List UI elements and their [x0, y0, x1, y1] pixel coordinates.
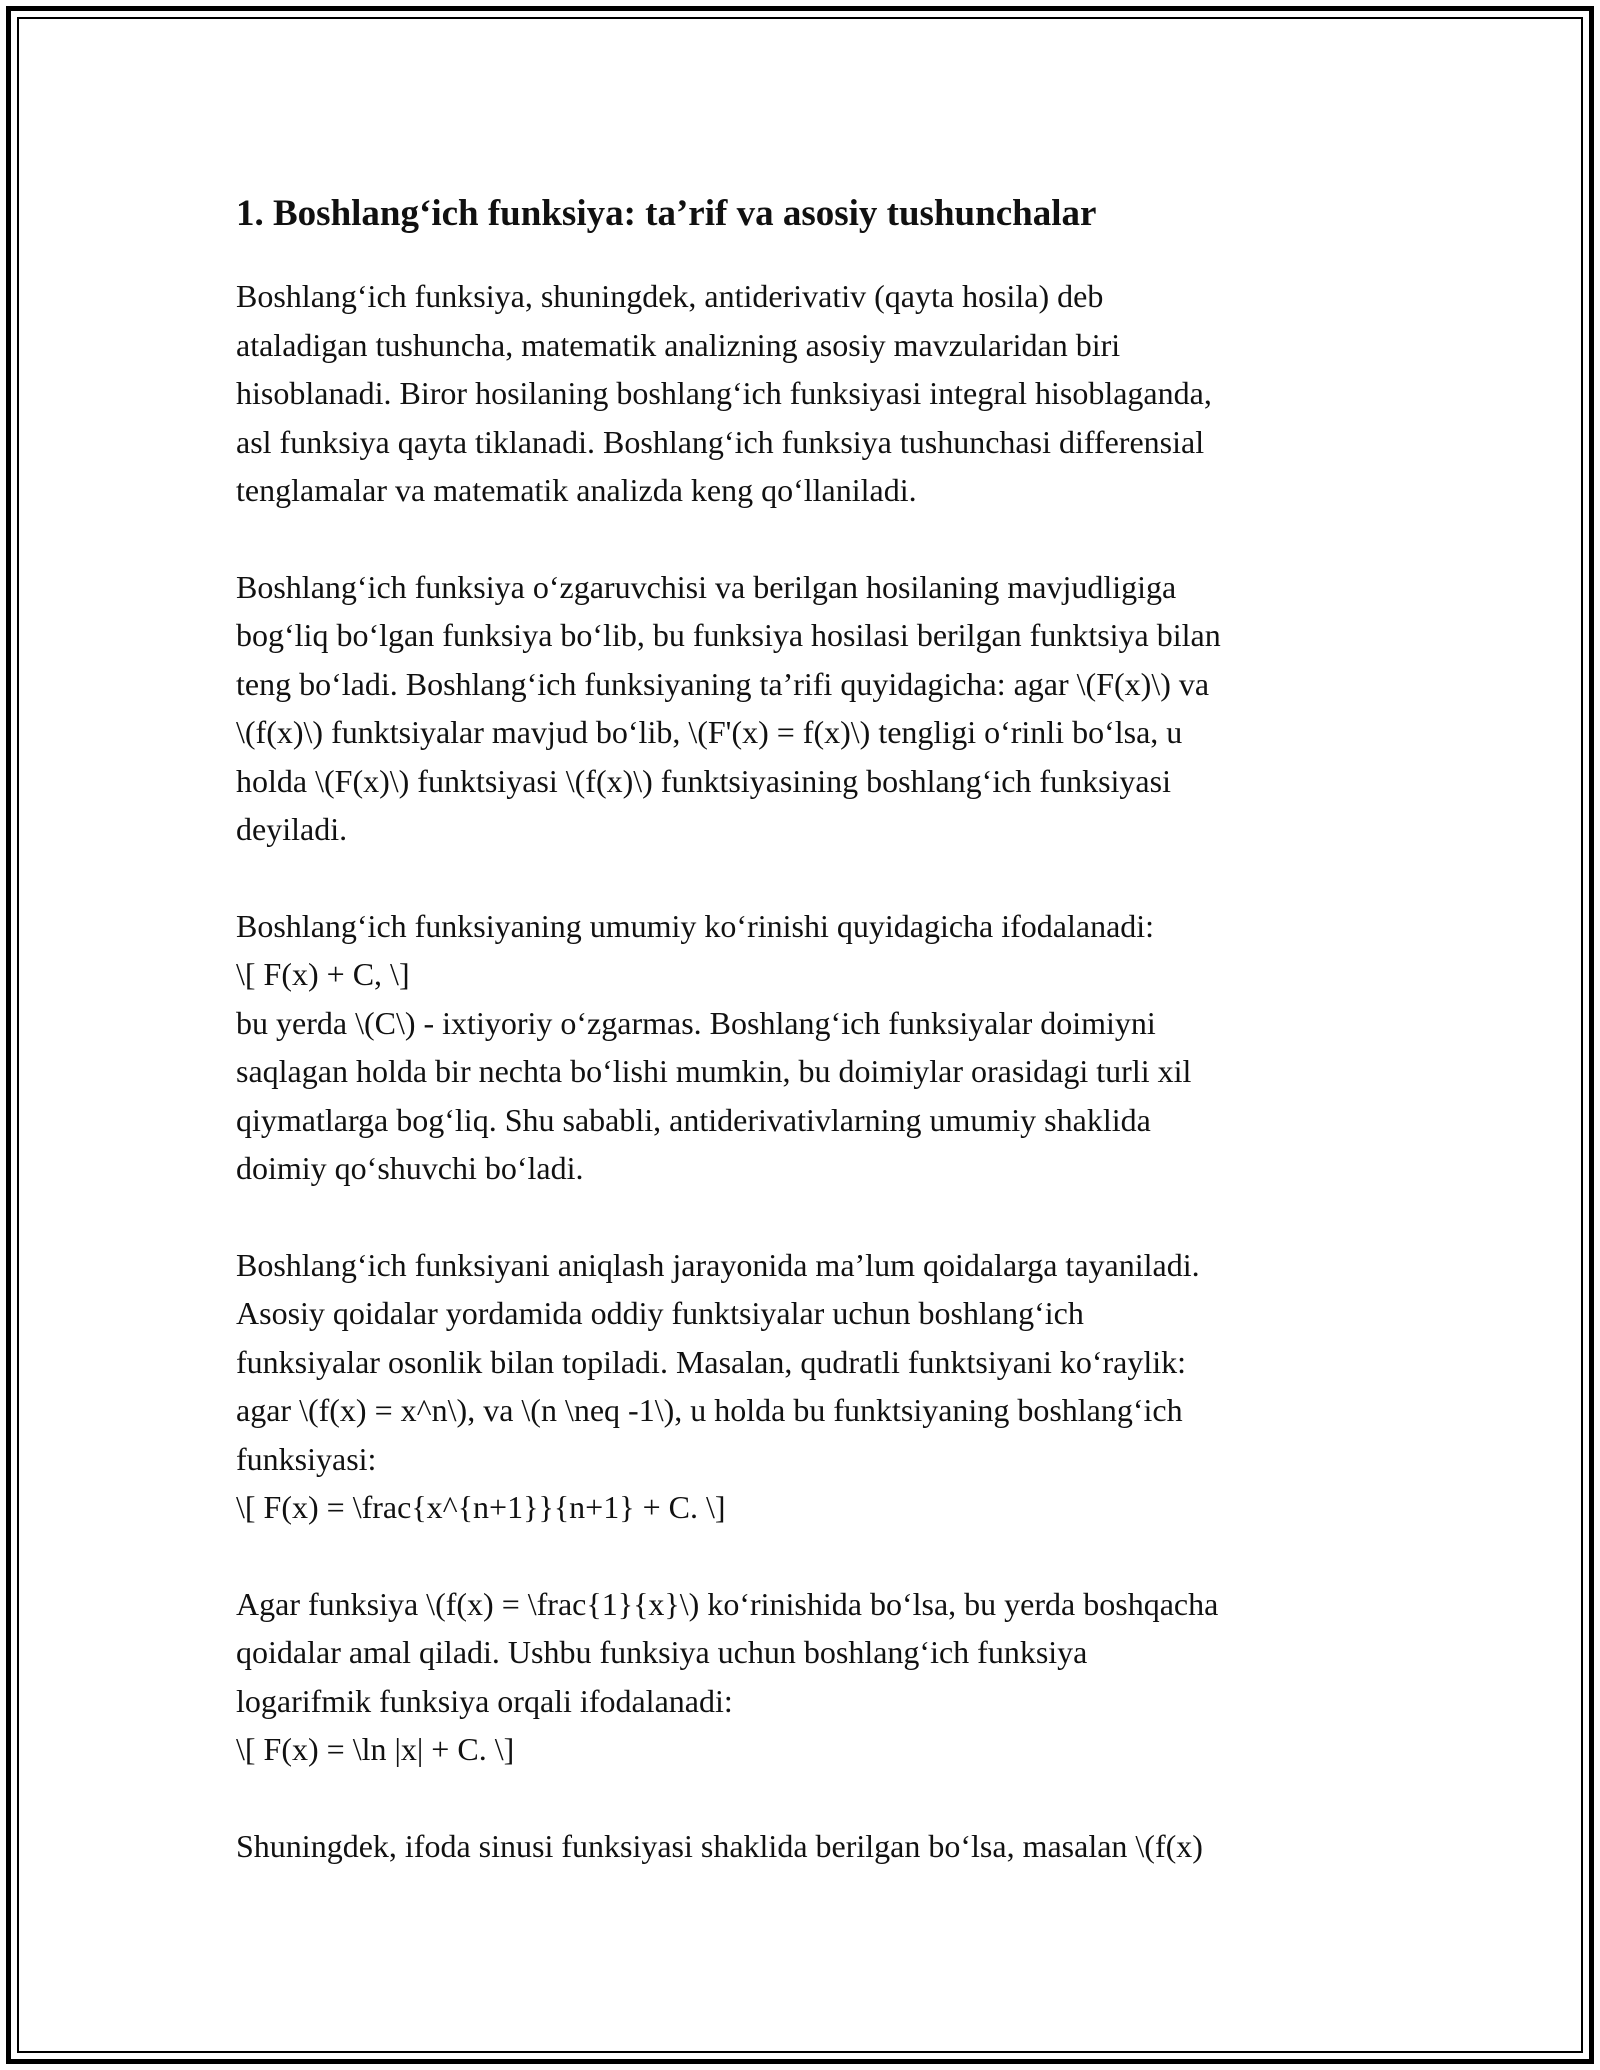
formula-line: \[ F(x) = \frac{x^{n+1}}{n+1} + C. \]: [236, 1489, 726, 1525]
text-line: funksiyalar osonlik bilan topiladi. Masalan, qudratli funktsiyani ko‘raylik:: [236, 1343, 1187, 1380]
text-line: doimiy qo‘shuvchi bo‘ladi.: [236, 1150, 584, 1186]
formula-line: \[ F(x) = \ln |x| + C. \]: [236, 1731, 515, 1767]
paragraph-general-form: [236, 902, 1376, 1193]
text-line: saqlagan holda bir nechta bo‘lishi mumkin, bu doimiylar orasidagi turli xil: [236, 1053, 1192, 1089]
text-line: Shuningdek, ifoda sinusi funksiyasi shaklida berilgan bo‘lsa, masalan \(f(x): [236, 1827, 1203, 1864]
text-line: holda \(F(x)\) funktsiyasi \(f(x)\) funktsiyasining boshlang‘ich funksiyasi: [236, 762, 1171, 799]
paragraph-definition: [236, 563, 1376, 854]
paragraph-intro: [236, 272, 1376, 515]
text-line: Boshlang‘ich funksiyaning umumiy ko‘rinishi quyidagicha ifodalanadi:: [236, 907, 1155, 944]
text-line: qiymatlarga bog‘liq. Shu sababli, antiderivativlarning umumiy shaklida: [236, 1101, 1151, 1138]
text-line: logarifmik funksiya orqali ifodalanadi:: [236, 1682, 733, 1719]
document-body: [236, 186, 1376, 1918]
text-line: tenglamalar va matematik analizda keng qo‘llaniladi.: [236, 472, 917, 508]
paragraph-sine: [236, 1822, 1376, 1871]
paragraph-reciprocal: [236, 1580, 1376, 1774]
text-line: Asosiy qoidalar yordamida oddiy funktsiyalar uchun boshlang‘ich: [236, 1295, 1084, 1331]
text-line: ataladigan tushuncha, matematik analizning asosiy mavzularidan biri: [236, 326, 1121, 363]
formula-line: \[ F(x) + C, \]: [236, 956, 410, 992]
text-line: hisoblanadi. Biror hosilaning boshlang‘ich funksiyasi integral hisoblaganda,: [236, 375, 1212, 411]
paragraph-power-rule: [236, 1241, 1376, 1532]
text-line: bog‘liq bo‘lgan funksiya bo‘lib, bu funksiya hosilasi berilgan funktsiya bilan: [236, 617, 1221, 653]
text-line: Boshlang‘ich funksiya, shuningdek, antiderivativ (qayta hosila) deb: [236, 278, 1104, 314]
text-line: deyiladi.: [236, 811, 348, 847]
section-heading: 1. Boshlang‘ich funksiya: ta’rif va asosiy tushunchalar: [236, 193, 1097, 234]
text-line: Boshlang‘ich funksiya o‘zgaruvchisi va berilgan hosilaning mavjudligiga: [236, 568, 1177, 605]
text-line: Boshlang‘ich funksiyani aniqlash jarayonida ma’lum qoidalarga tayaniladi.: [236, 1246, 1200, 1283]
text-line: funksiyasi:: [236, 1440, 377, 1477]
text-line: qoidalar amal qiladi. Ushbu funksiya uchun boshlang‘ich funksiya: [236, 1634, 1088, 1670]
text-line: \(f(x)\) funktsiyalar mavjud bo‘lib, \(F'(x) = f(x)\) tengligi o‘rinli bo‘lsa, u: [236, 714, 1183, 750]
text-line: asl funksiya qayta tiklanadi. Boshlang‘ich funksiya tushunchasi differensial: [236, 423, 1205, 460]
text-line: agar \(f(x) = x^n\), va \(n \neq -1\), u holda bu funktsiyaning boshlang‘ich: [236, 1392, 1183, 1428]
text-line: bu yerda \(C\) - ixtiyoriy o‘zgarmas. Boshlang‘ich funksiyalar doimiyni: [236, 1004, 1156, 1041]
text-line: teng bo‘ladi. Boshlang‘ich funksiyaning ta’rifi quyidagicha: agar \(F(x)\) va: [236, 665, 1210, 702]
text-line: Agar funksiya \(f(x) = \frac{1}{x}\) ko‘rinishida bo‘lsa, bu yerda boshqacha: [236, 1585, 1219, 1622]
